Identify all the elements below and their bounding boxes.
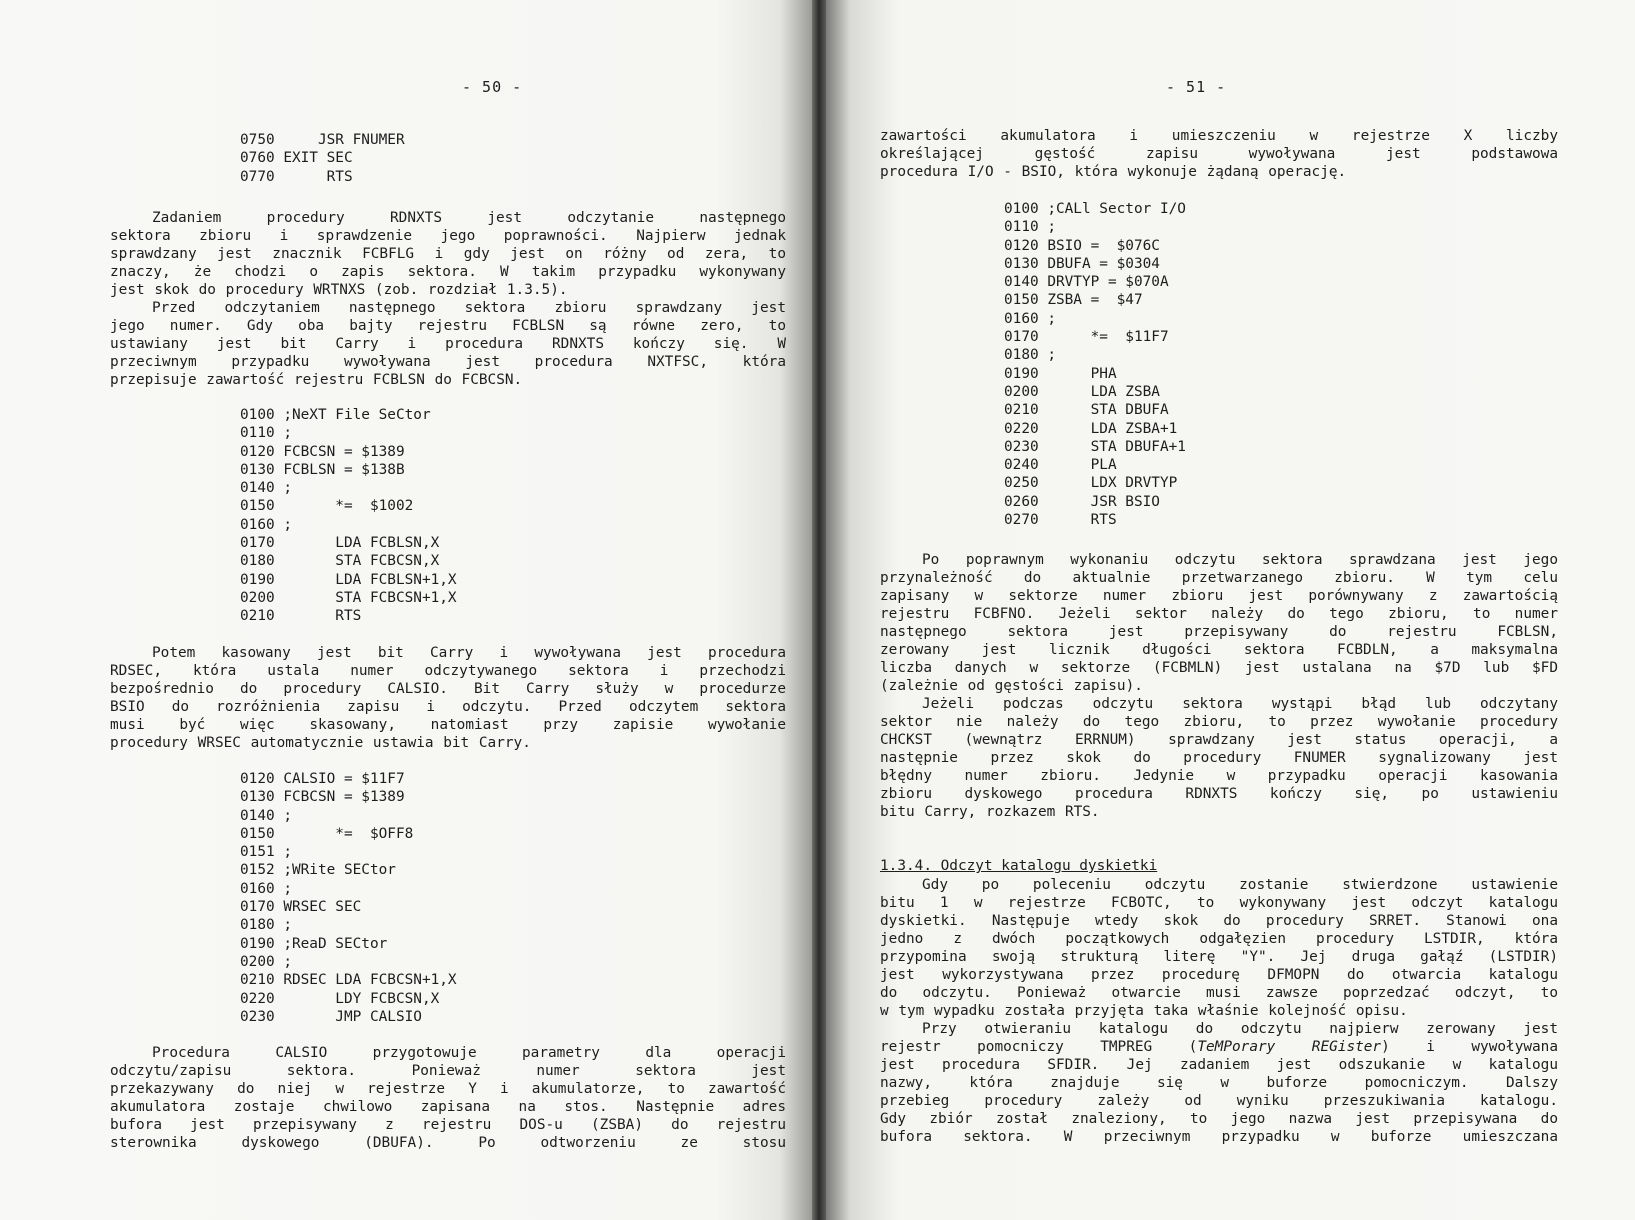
code-line: 0120 FCBCSN = $1389 [240,443,405,460]
text-line: bitu 1 w rejestrze FCBOTC, to wykonywany jest odczyt katalogu [880,895,1558,911]
code-line: 0180 STA FCBCSN,X [240,553,440,570]
paragraph [880,127,1558,181]
code-line: 0151 ; [240,844,292,861]
paragraph [880,551,1558,821]
text-line: przepisuje zawartość rejestru FCBLSN do FCBCSN. [110,372,523,388]
code-line: 0170 WRSEC SEC [240,899,362,916]
text-line: dyskietki. Następuje wtedy skok do procedury SRRET. Stanowi ona [880,913,1558,929]
text-line: CHCKST (wewnątrz ERRNUM) sprawdzany jest status operacji, a [880,732,1558,748]
code-line: 0210 RDSEC LDA FCBCSN+1,X [240,972,457,989]
code-line: 0240 PLA [1004,457,1117,474]
code-line: 0160 ; [240,516,292,533]
text-line: jest procedura SFDIR. Jej zadaniem jest odszukanie w katalogu [880,1057,1558,1073]
text-line: przynależność do aktualnie przetwarzanego zbioru. W tym celu [880,570,1558,586]
code-line: 0210 STA DBUFA [1004,402,1169,419]
text-line: jest wykorzystywana przez procedurę DFMOPN do otwarcia katalogu [880,967,1558,983]
code-line: 0180 ; [240,917,292,934]
text-line: Przed odczytaniem następnego sektora zbioru sprawdzany jest [152,300,786,316]
code-line: 0220 LDY FCBCSN,X [240,990,440,1007]
code-line: 0200 ; [240,953,292,970]
code-line: 0760 EXIT SEC [240,150,353,167]
code-line: 0260 JSR BSIO [1004,493,1160,510]
text-line: zawartości akumulatora i umieszczeniu w rejestrze X liczby [880,128,1558,144]
text-line: rejestru FCBFNO. Jeżeli sektor należy do tego zbioru, to numer [880,606,1558,622]
text-line: akumulatora zostaje chwilowo zapisana na stos. Następnie adres [110,1099,786,1115]
text-line: w tym wypadku została przyjęta taka właśnie kolejność opisu. [880,1003,1408,1019]
page-number: - 50 - [462,78,523,96]
text-line: przekazywany do niej w rejestrze Y i akumulatorze, to zawartość [110,1081,786,1097]
text-line: Potem kasowany jest bit Carry i wywoływana jest procedura [152,645,786,661]
code-line: 0140 ; [240,807,292,824]
text-line: określającej gęstość zapisu wywoływana jest podstawowa [880,146,1558,162]
text-line: musi być więc skasowany, natomiast przy zapisie wywołanie [110,717,786,733]
code-line: 0180 ; [1004,347,1056,364]
left-page [0,0,812,1220]
code-listing [240,406,457,626]
text-line: zapisany w sektorze numer zbioru jest porównywany z zawartością [880,588,1558,604]
text-line: bufora jest przepisywany z rejestru DOS-u (ZSBA) do rejestru [110,1117,786,1133]
code-line: 0150 *= $OFF8 [240,825,414,842]
text-line: Jeżeli podczas odczytu sektora wystąpi błąd lub odczytany [922,696,1558,712]
text-line: (zależnie od gęstości zapisu). [880,678,1143,694]
text-line: sterownika dyskowego (DBUFA). Po odtworzeniu ze stosu [110,1135,786,1151]
text-line: Po poprawnym wykonaniu odczytu sektora sprawdzana jest jego [922,552,1558,568]
text-line: procedura I/O - BSIO, która wykonuje żądaną operację. [880,164,1347,180]
section-heading: 1.3.4. Odczyt katalogu dyskietki [880,858,1158,874]
text-line: do odczytu. Ponieważ otwarcie musi zawsze poprzedzać odczyt, to [880,985,1558,1001]
text-line [880,1038,1558,1056]
text-line: Zadaniem procedury RDNXTS jest odczytanie następnego [152,210,786,226]
code-line: 0230 STA DBUFA+1 [1004,438,1186,455]
text-line: BSIO do rozróżnienia zapisu i odczytu. Przed odczytem sektora [110,699,786,715]
code-line: 0770 RTS [240,168,353,185]
text-line: liczba danych w sektorze (FCBMLN) jest ustalana na $7D lub $FD [880,660,1558,676]
code-line: 0200 LDA ZSBA [1004,383,1160,400]
code-line: 0100 ;CALl Sector I/O [1004,201,1186,217]
text-line: znaczy, że chodzi o zapis sektora. W takim przypadku wykonywany [110,264,786,280]
text-line: sektora zbioru i sprawdzenie jego poprawności. Najpierw jednak [110,228,786,244]
code-line: 0160 ; [240,880,292,897]
text-line: jest skok do procedury WRTNXS (zob. rozdział 1.3.5). [110,282,568,298]
text-line: jedno z dwóch początkowych odgałęzien procedury LSTDIR, która [880,931,1558,947]
paragraph [110,644,786,752]
text-segment: ) i wywoływana [1381,1039,1559,1055]
text-line: Procedura CALSIO przygotowuje parametry dla operacji [152,1045,786,1061]
code-line: 0150 ZSBA = $47 [1004,292,1143,309]
code-line: 0120 CALSIO = $11F7 [240,771,405,787]
code-line: 0230 JMP CALSIO [240,1008,422,1025]
text-line: RDSEC, która ustala numer odczytywanego sektora i przechodzi [110,663,786,679]
text-line: bufora sektora. W przeciwnym przypadku w buforze umieszczana [880,1129,1558,1145]
code-line: 0150 *= $1002 [240,498,414,515]
code-line: 0160 ; [1004,310,1056,327]
code-line: 0250 LDX DRVTYP [1004,475,1178,492]
text-line: ustawiany jest bit Carry i procedura RDNXTS kończy się. W [110,336,786,352]
code-line: 0170 *= $11F7 [1004,329,1169,346]
code-line: 0190 PHA [1004,365,1117,382]
code-line: 0270 RTS [1004,512,1117,529]
page-number: - 51 - [1166,78,1227,96]
code-line: 0110 ; [1004,219,1056,236]
code-line: 0220 LDA ZSBA+1 [1004,420,1178,437]
text-line: procedury WRSEC automatycznie ustawia bit Carry. [110,735,531,751]
text-line: zerowany jest licznik długości sektora FCBDLN, a maksymalna [880,642,1558,658]
code-line: 0190 LDA FCBLSN+1,X [240,571,457,588]
text-line: błędny numer zbioru. Jedynie w przypadku operacji kasowania [880,768,1558,784]
text-line: nazwy, która znajduje się w buforze pomocniczym. Dalszy [880,1075,1558,1091]
code-line: 0140 ; [240,480,292,497]
code-line: 0130 DBUFA = $0304 [1004,255,1160,272]
text-line: jego numer. Gdy oba bajty rejestru FCBLSN są równe zero, to [110,318,786,334]
text-line: następnie przez skok do procedury FNUMER sygnalizowany jest [880,750,1558,766]
text-line: bitu Carry, rozkazem RTS. [880,804,1100,820]
right-page [826,0,1635,1220]
text-line: sprawdzany jest znacznik FCBFLG i gdy jest on różny od zera, to [110,246,786,262]
code-line: 0152 ;WRite SECtor [240,862,396,879]
code-line: 0190 ;ReaD SECtor [240,935,388,952]
text-line: następnego sektora jest przepisywany do rejestru FCBLSN, [880,624,1558,640]
code-line: 0750 JSR FNUMER [240,132,405,148]
text-line: Przy otwieraniu katalogu do odczytu najpierw zerowany jest [922,1021,1558,1037]
text-line: odczytu/zapisu sektora. Ponieważ numer sektora jest [110,1063,786,1079]
paragraph [110,209,786,389]
text-segment: rejestr pomocniczy TMPREG ( [880,1039,1198,1055]
paragraph [110,1044,786,1152]
code-line: 0170 LDA FCBLSN,X [240,535,440,552]
text-line: bezpośrednio do procedury CALSIO. Bit Carry służy w procedurze [110,681,786,697]
text-line: Gdy zbiór został znaleziony, to jego nazwa jest przepisywana do [880,1111,1558,1127]
code-listing [240,770,457,1026]
text-line: przypomina swoją strukturą literę "Y". Jej druga gałąź (LSTDIR) [880,949,1558,965]
code-listing [240,131,405,186]
code-line: 0130 FCBLSN = $138B [240,461,405,478]
text-line: sektor nie należy do tego zbioru, to przez wywołanie procedury [880,714,1558,730]
code-line: 0100 ;NeXT File SeCtor [240,407,431,423]
italic-term: TeMPorary REGister [1197,1039,1382,1055]
code-line: 0210 RTS [240,608,362,625]
paragraph [880,876,1558,1146]
code-line: 0140 DRVTYP = $070A [1004,274,1169,291]
text-line: przebieg procedury zależy od wyniku przeszukiwania katalogu. [880,1093,1558,1109]
code-line: 0200 STA FCBCSN+1,X [240,589,457,606]
code-line: 0110 ; [240,425,292,442]
code-line: 0120 BSIO = $076C [1004,237,1160,254]
text-line: zbioru dyskowego procedura RDNXTS kończy się, po ustawieniu [880,786,1558,802]
book-gutter [812,0,826,1220]
text-line: przeciwnym przypadku wywoływana jest procedura NXTFSC, która [110,354,786,370]
code-line: 0130 FCBCSN = $1389 [240,789,405,806]
text-line: Gdy po poleceniu odczytu zostanie stwierdzone ustawienie [922,877,1558,893]
code-listing [1004,200,1186,529]
